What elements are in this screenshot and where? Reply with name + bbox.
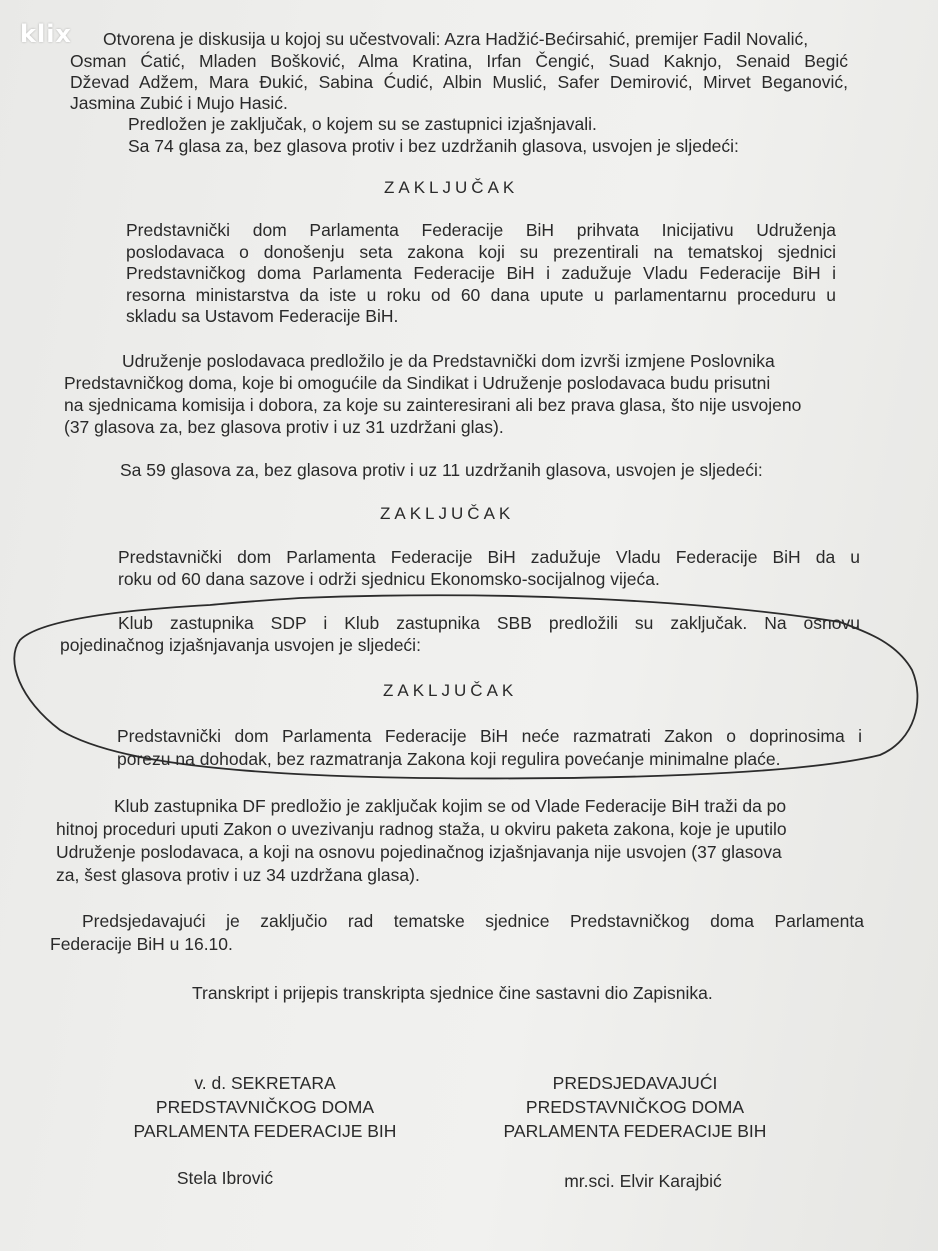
intro-line-3: Dževad Adžem, Mara Đukić, Sabina Ćudić, Albin Muslić, Safer Demirović, Mirvet Beganović,: [70, 72, 848, 92]
conclusion-2-line-2: roku od 60 dana sazove i održi sjednicu Ekonomsko-socijalnog vijeća.: [118, 569, 660, 589]
intro-line-1: Otvorena je diskusija u kojoj su učestvovali: Azra Hadžić-Bećirsahić, premijer Fadil Novalić,: [103, 29, 809, 49]
signature-right-line-3: PARLAMENTA FEDERACIJE BIH: [503, 1121, 767, 1141]
clubs-line-1: Klub zastupnika SDP i Klub zastupnika SBB predložili su zaključak. Na osnovu: [118, 613, 860, 633]
clubs-line-2: pojedinačnog izjašnjavanja usvojen je sljedeći:: [60, 635, 421, 655]
conclusion-1-line-2: poslodavaca o donošenju seta zakona koji su prezentirali na tematskoj sjednici: [126, 242, 836, 262]
intro-line-5: Predložen je zaključak, o kojem su se zastupnici izjašnjavali.: [128, 114, 597, 134]
closing-line-2: Federacije BiH u 16.10.: [50, 934, 233, 954]
signature-left-block: [100, 1071, 430, 1143]
employers-vote: Sa 59 glasova za, bez glasova protiv i uz 11 uzdržanih glasova, usvojen je sljedeći:: [120, 460, 763, 480]
conclusion-1-heading: ZAKLJUČAK: [384, 178, 519, 197]
conclusion-1-line-1: Predstavnički dom Parlamenta Federacije BiH prihvata Inicijativu Udruženja: [126, 220, 836, 240]
employers-line-4: (37 glasova za, bez glasova protiv i uz 31 uzdržani glas).: [64, 417, 504, 437]
closing-line-1: Predsjedavajući je zaključio rad tematske sjednice Predstavničkog doma Parlamenta: [82, 911, 864, 931]
conclusion-1-line-3: Predstavničkog doma Parlamenta Federacije BiH i zadužuje Vladu Federacije BiH i: [126, 263, 836, 283]
signature-right-line-2: PREDSTAVNIČKOG DOMA: [525, 1097, 745, 1117]
signature-left-name: Stela Ibrović: [176, 1168, 274, 1188]
conclusion-3-heading: ZAKLJUČAK: [383, 681, 518, 700]
conclusion-3-line-1: Predstavnički dom Parlamenta Federacije BiH neće razmatrati Zakon o doprinosima i: [117, 726, 862, 746]
df-line-3: Udruženje poslodavaca, a koji na osnovu pojedinačnog izjašnjavanja nije usvojen (37 glasova: [56, 842, 782, 862]
intro-line-2: Osman Ćatić, Mladen Bošković, Alma Kratina, Irfan Čengić, Suad Kaknjo, Senaid Begić: [70, 51, 848, 71]
conclusion-2-heading: ZAKLJUČAK: [380, 504, 515, 523]
signature-right-block: [470, 1071, 800, 1143]
conclusion-2-line-1: Predstavnički dom Parlamenta Federacije BiH zadužuje Vladu Federacije BiH da u: [118, 547, 860, 567]
signature-right-line-1: PREDSJEDAVAJUĆI: [552, 1073, 718, 1093]
transcript-note: Transkript i prijepis transkripta sjednice čine sastavni dio Zapisnika.: [192, 983, 713, 1003]
df-line-4: za, šest glasova protiv i uz 34 uzdržana glasa).: [56, 865, 420, 885]
employers-line-2: Predstavničkog doma, koje bi omogućile da Sindikat i Udruženje poslodavaca budu prisutni: [64, 373, 771, 393]
conclusion-1-line-5: skladu sa Ustavom Federacije BiH.: [126, 306, 399, 326]
signature-right-name: mr.sci. Elvir Karajbić: [564, 1171, 722, 1191]
df-line-2: hitnoj proceduri uputi Zakon o uvezivanju radnog staža, u okviru paketa zakona, koje je uputilo: [56, 819, 787, 839]
employers-line-1: Udruženje poslodavaca predložilo je da Predstavnički dom izvrši izmjene Poslovnika: [122, 351, 775, 371]
employers-line-3: na sjednicama komisija i dobora, za koje su zainteresirani ali bez prava glasa, što nije usvojeno: [64, 395, 802, 415]
klix-logo: klix: [20, 20, 72, 48]
df-line-1: Klub zastupnika DF predložio je zaključak kojim se od Vlade Federacije BiH traži da po: [114, 796, 787, 816]
signature-left-line-1: v. d. SEKRETARA: [194, 1073, 336, 1093]
conclusion-3-line-2: porezu na dohodak, bez razmatranja Zakona koji regulira povećanje minimalne plaće.: [117, 749, 781, 769]
intro-line-4: Jasmina Zubić i Mujo Hasić.: [70, 93, 288, 113]
signature-left-line-3: PARLAMENTA FEDERACIJE BIH: [133, 1121, 397, 1141]
conclusion-1-line-4: resorna ministarstva da iste u roku od 60 dana upute u parlamentarnu proceduru u: [126, 285, 836, 305]
signature-left-line-2: PREDSTAVNIČKOG DOMA: [155, 1097, 375, 1117]
intro-line-6: Sa 74 glasa za, bez glasova protiv i bez uzdržanih glasova, usvojen je sljedeći:: [128, 136, 739, 156]
